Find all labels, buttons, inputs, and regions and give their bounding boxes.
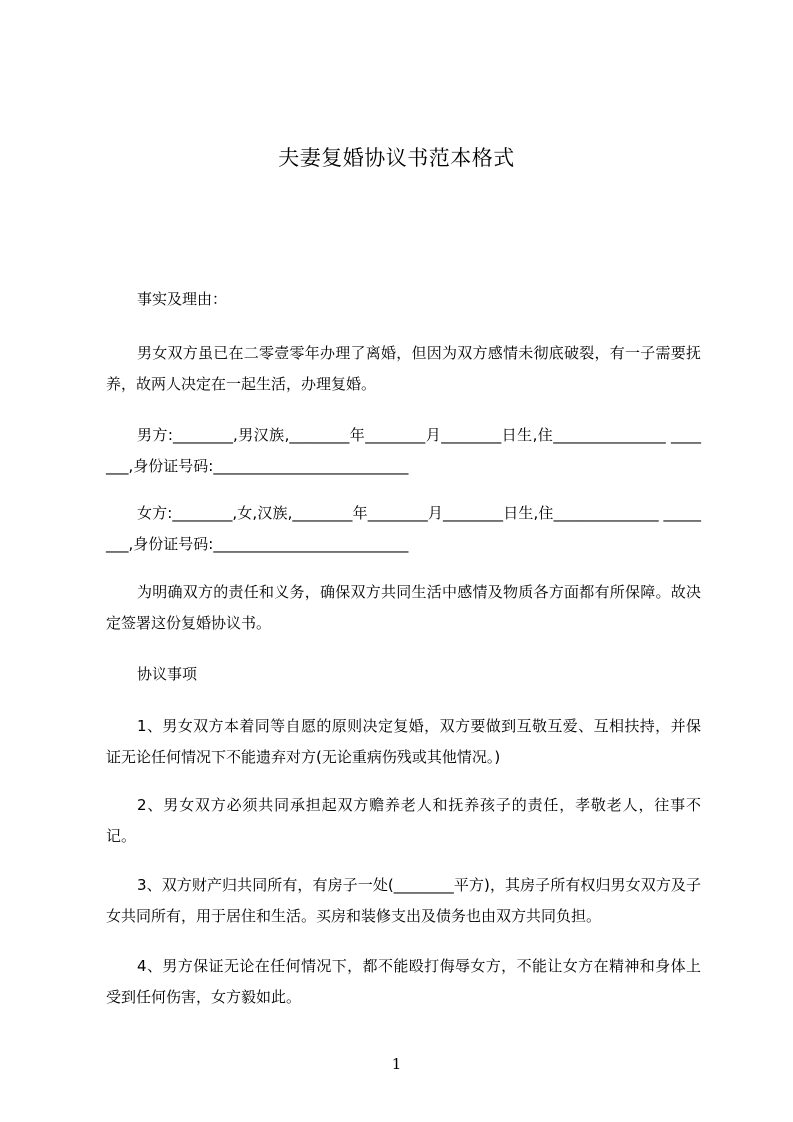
- female-info-paragraph: 女方:________,女,汉族,________年________月________日生,住______________ ________,身份证号码:__________________________: [106, 504, 701, 553]
- document-title: 夫妻复婚协议书范本格式: [278, 146, 515, 170]
- agreement-heading: 协议事项: [137, 665, 198, 683]
- page-number: 1: [391, 1055, 402, 1073]
- facts-heading: 事实及理由：: [137, 290, 228, 308]
- male-info-paragraph: 男方:________,男汉族,________年________月________日生,住_______________ _______,身份证号码:__________________________: [106, 426, 701, 475]
- agreement-item-1: 1、男女双方本着同等自愿的原则决定复婚，双方要做到互敬互爱、互相扶持，并保证无论任何情况下不能遗弃对方(无论重病伤残或其他情况。): [106, 717, 701, 766]
- divorce-background-paragraph: 男女双方虽已在二零壹零年办理了离婚，但因为双方感情未彻底破裂，有一子需要抚养，故两人决定在一起生活，办理复婚。: [106, 344, 701, 393]
- agreement-item-3: 3、双方财产归共同所有，有房子一处(________平方)，其房子所有权归男女双方及子女共同所有，用于居住和生活。买房和装修支出及债务也由双方共同负担。: [106, 876, 701, 925]
- agreement-item-4: 4、男方保证无论在任何情况下，都不能殴打侮辱女方，不能让女方在精神和身体上受到任何伤害，女方毅如此。: [106, 957, 701, 1006]
- agreement-item-2: 2、男女双方必须共同承担起双方赡养老人和抚养孩子的责任，孝敬老人，往事不记。: [106, 796, 701, 845]
- purpose-paragraph: 为明确双方的责任和义务，确保双方共同生活中感情及物质各方面都有所保障。故决定签署这份复婚协议书。: [106, 583, 701, 632]
